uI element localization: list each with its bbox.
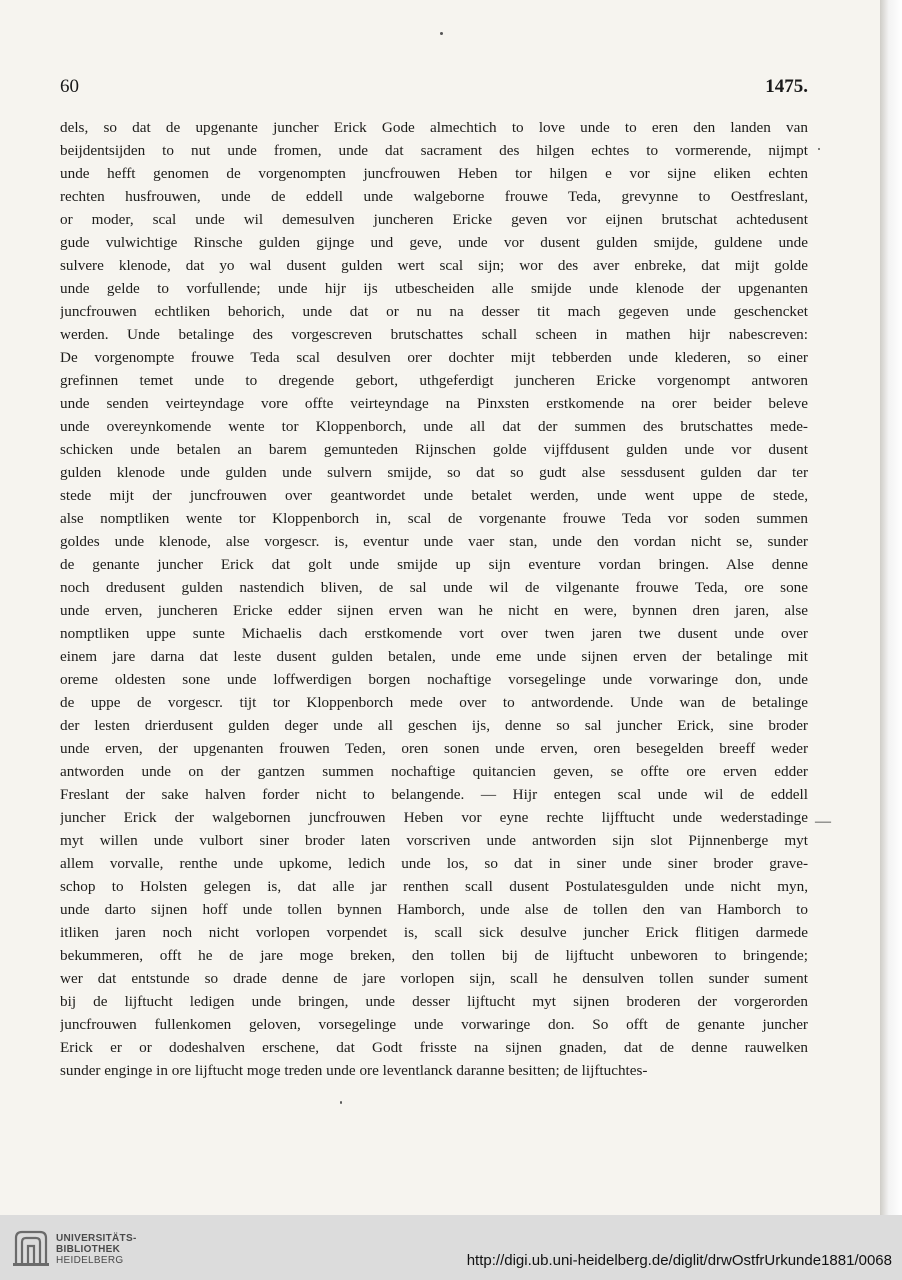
text-line: oreme oldesten sone unde loffwerdigen borgen nochaftige vorsegelinge unde vorwaringe don, unde bbox=[60, 671, 808, 688]
text-line: unde gelde to vorfullende; unde hijr ijs utbescheiden alle smijde unde klenode der upgenanten bbox=[60, 280, 808, 297]
text-line: juncher Erick der walgebornen juncfrouwen Heben vor eyne rechte lijfftucht unde wederstadinge bbox=[60, 809, 808, 826]
text-line: sunder enginge in ore lijftucht moge treden unde ore leventlanck daranne besitten; de lijftuchtes- bbox=[60, 1062, 648, 1079]
text-line: wer dat entstunde so drade denne de jare vorlopen sijn, scall he densulven tollen sunder sument bbox=[60, 970, 808, 987]
text-line: der lesten drierdusent gulden deger unde all geschen ijs, denne so sal juncher Erick, sine broder bbox=[60, 717, 808, 734]
scan-speck bbox=[440, 32, 443, 35]
margin-dash-mark: — bbox=[815, 813, 831, 830]
text-line: einem jare darna dat leste dusent gulden betalen, unde eme unde sijnen erven der betalinge mit bbox=[60, 648, 808, 665]
text-line: Erick er or dodeshalven erschene, dat Godt frisste na sijnen gnaden, dat de denne rauwelken bbox=[60, 1039, 808, 1056]
page-edge-shadow bbox=[880, 0, 902, 1215]
text-line: itliken jaren noch nicht vorlopen vorpendet is, scall sick desulve juncher Erick flitigen darmede bbox=[60, 924, 808, 941]
document-body-text bbox=[60, 116, 808, 1082]
text-line: or moder, scal unde wil demesulven juncheren Ericke geven vor eijnen brutschat achtedusent bbox=[60, 211, 808, 228]
text-line: unde senden veirteyndage vore offte veirteyndage na Pinxsten erstkomende na orer beider beleve bbox=[60, 395, 808, 412]
library-name-line: BIBLIOTHEK bbox=[56, 1244, 121, 1255]
page-header bbox=[60, 76, 808, 100]
scan-speck bbox=[818, 148, 820, 150]
text-line: schop to Holsten gelegen is, dat alle jar renthen scall dusent Postulatesgulden unde nicht myn, bbox=[60, 878, 808, 895]
text-line: goldes unde klenode, alse vorgescr. is, eventur unde vaer stan, unde den vordan nicht se, sunder bbox=[60, 533, 808, 550]
text-line: De vorgenompte frouwe Teda scal desulven orer dochter mijt tebberden unde klederen, so einer bbox=[60, 349, 808, 366]
text-line: bij de lijftucht ledigen unde bringen, unde desser lijftucht myt sijnen broderen der vorgerorden bbox=[60, 993, 808, 1010]
text-line: noch dredusent gulden nastendich bliven, de sal unde wil de vilgenante frouwe Teda, ore sone bbox=[60, 579, 808, 596]
text-line: juncfrouwen echtliken behorich, unde dat or nu na desser tit mach gegeven unde geschencket bbox=[60, 303, 808, 320]
text-line: allem vorvalle, renthe unde upkome, ledich unde los, so dat in siner unde siner broder grave- bbox=[60, 855, 808, 872]
text-line: unde erven, juncheren Ericke edder sijnen erven wan he nicht en were, bynnen dren jaren, alse bbox=[60, 602, 808, 619]
text-line: gulden klenode unde gulden unde sulvern smijde, so dat so gudt alse sessdusent gulden dar ter bbox=[60, 464, 808, 481]
text-line: gude vulwichtige Rinsche gulden gijnge und geve, unde vor dusent gulden smijde, guldene unde bbox=[60, 234, 808, 251]
text-line: unde darto sijnen hoff unde tollen bynnen Hamborch, unde alse de tollen den van Hamborch to bbox=[60, 901, 808, 918]
text-line: werden. Unde betalinge des vorgescreven brutschattes schall scheen in mathen hijr nabescreven: bbox=[60, 326, 808, 343]
scan-speck bbox=[340, 1101, 342, 1104]
text-line: unde hefft genomen de vorgenompten juncfrouwen Heben tor hilgen e vor sijne eliken echten bbox=[60, 165, 808, 182]
text-line: stede mijt der juncfrouwen over geantwordet unde betalet werden, unde went uppe de stede, bbox=[60, 487, 808, 504]
text-line: alse nomptliken wente tor Kloppenborch in, scal de vorgenante frouwe Teda vor soden summen bbox=[60, 510, 808, 527]
text-line: juncfrouwen fullenkomen geloven, vorsegelinge unde vorwaringe don. So offt de genante juncher bbox=[60, 1016, 808, 1033]
text-line: antworden unde on der gantzen summen nochaftige quitancien geven, se offte ore erven edder bbox=[60, 763, 808, 780]
library-name-line: HEIDELBERG bbox=[56, 1255, 124, 1266]
text-line: grefinnen temet unde to dregende gebort, uthgeferdigt juncheren Ericke vorgenompt antworen bbox=[60, 372, 808, 389]
university-seal-icon bbox=[12, 1228, 50, 1268]
text-line: unde overeynkomende wente tor Kloppenborch, unde all dat der summen des brutschattes mede- bbox=[60, 418, 808, 435]
text-line: unde erven, der upgenanten frouwen Teden, oren sonen unde erven, oren besegelden breeff weder bbox=[60, 740, 808, 757]
text-line: schicken unde betalen an barem gemunteden Rijnschen golde vijffdusent gulden unde vor dusent bbox=[60, 441, 808, 458]
text-line: dels, so dat de upgenante juncher Erick Gode almechtich to love unde to eren den landen van bbox=[60, 119, 808, 136]
text-line: Freslant der sake halven forder nicht to belangende. — Hijr entegen scal unde wil de eddell bbox=[60, 786, 808, 803]
library-name bbox=[56, 1233, 137, 1266]
text-line: myt willen unde vulbort siner broder laten vorscriven unde antworden sijn slot Pijnnenberge myt bbox=[60, 832, 808, 849]
text-line: de uppe de vorgescr. tijt tor Kloppenborch mede over to antwordende. Unde wan de betalinge bbox=[60, 694, 808, 711]
text-line: sulvere klenode, dat yo wal dusent gulden wert scal sijn; wor des aver enbreke, dat mijt golde bbox=[60, 257, 808, 274]
page-year-heading: 1475. bbox=[765, 76, 808, 97]
text-line: de genante juncher Erick dat golt unde smijde up sijn eventure vordan bringen. Alse denne bbox=[60, 556, 808, 573]
text-line: beijdentsijden to nut unde fromen, unde dat sacrament des hilgen echtes to vormerende, nijmpt bbox=[60, 142, 808, 159]
text-line: rechten husfrouwen, unde de eddell unde walgeborne frouwe Teda, grevynne to Oestfreslant, bbox=[60, 188, 808, 205]
library-name-line: UNIVERSITÄTS- bbox=[56, 1233, 137, 1244]
text-line: bekummeren, offt he de jare moge breken, den tollen bij de lijftucht unbeworen to bringende; bbox=[60, 947, 808, 964]
source-url-link[interactable]: http://digi.ub.uni-heidelberg.de/diglit/drwOstfrUrkunde1881/0068 bbox=[466, 1252, 892, 1269]
text-line: nomptliken uppe sunte Michaelis dach erstkomende vort over twen jaren twe dusent unde over bbox=[60, 625, 808, 642]
page-number: 60 bbox=[60, 76, 79, 97]
